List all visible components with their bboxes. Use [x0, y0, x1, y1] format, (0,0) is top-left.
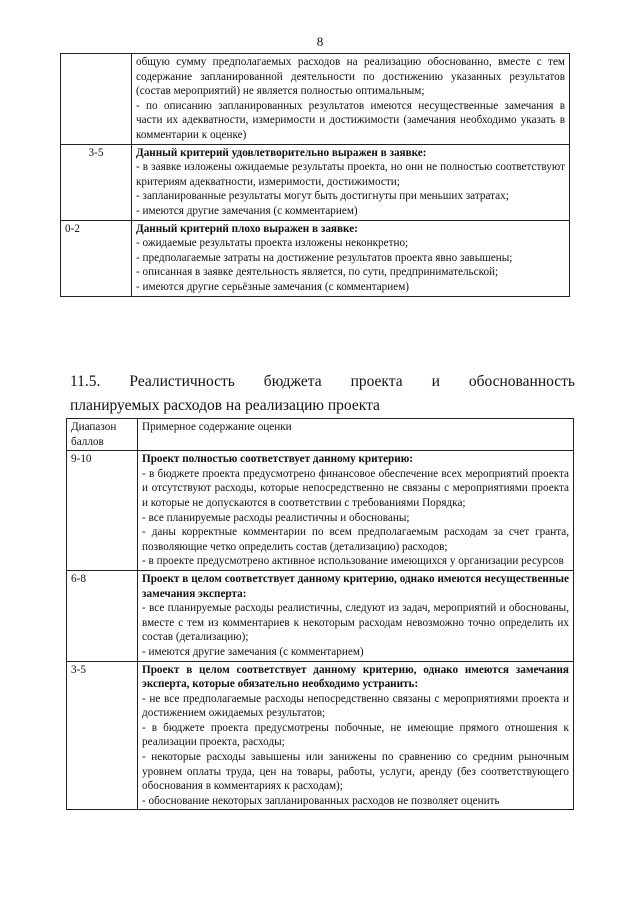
description-line: - не все предполагаемые расходы непосредственно связаны с мероприятиями проекта и достижением ожидаемых результатов; [142, 692, 569, 720]
section-heading-line-2: планируемых расходов на реализацию проекта [70, 397, 380, 414]
description-line: - описанная в заявке деятельность является, по сути, предпринимательской; [136, 266, 499, 279]
table-row [67, 661, 574, 810]
description-line: - имеются другие замечания (с комментарием) [142, 645, 364, 658]
description-line: - по описанию запланированных результатов имеются несущественные замечания в части их адекватности, измеримости и достижимости (замечания необходимо указать в комментарии к оценке) [136, 99, 565, 141]
description-line: - некоторые расходы завышены или занижены по сравнению со средним рыночным уровнем оплаты труда, цен на товары, работы, услуги, аренду (без соответствующего обоснования в комментариях к расходам); [142, 751, 569, 793]
criteria-table-1 [60, 53, 570, 297]
description-line: - в бюджете проекта предусмотрено финансовое обеспечение всех мероприятий проекта и отсутствуют расходы, которые непосредственно не связаны с мероприятиями проекта и которые не допускаются в соответствии с требованиями Порядка; [142, 467, 569, 509]
score-range: 3-5 [61, 144, 132, 220]
criteria-description [138, 661, 574, 810]
table-row [61, 144, 570, 220]
table-row [67, 451, 574, 571]
description-line: - в бюджете проекта предусмотрены побочные, не имеющие прямого отношения к реализации проекта, расходы; [142, 721, 569, 749]
description-line: - имеются другие замечания (с комментарием) [136, 204, 358, 217]
description-line: - предполагаемые затраты на достижение результатов проекта явно завышены; [136, 251, 513, 264]
description-line: общую сумму предполагаемых расходов на реализацию обоснованно, вместе с тем содержание запланированной деятельности по достижению указанных результатов (состав мероприятий) не является полностью оптимальным; [136, 56, 565, 98]
description-line: - в заявке изложены ожидаемые результаты проекта, но они не полностью соответствуют критериям адекватности, измеримости, достижимости; [136, 161, 565, 188]
description-line: - ожидаемые результаты проекта изложены неконкретно; [136, 237, 409, 250]
page-number: 8 [316, 34, 324, 49]
section-heading [70, 370, 575, 418]
score-range [61, 54, 132, 145]
score-range: 6-8 [67, 570, 138, 661]
criteria-description [132, 144, 570, 220]
description-line: - в проекте предусмотрено активное использование имеющихся у организации ресурсов [142, 555, 564, 568]
criteria-heading: Данный критерий удовлетворительно выражен в заявке: [136, 146, 427, 159]
table-row [61, 220, 570, 296]
criteria-table-2 [66, 418, 574, 810]
criteria-description [132, 54, 570, 145]
criteria-heading: Проект полностью соответствует данному критерию: [142, 453, 413, 466]
description-line: - все планируемые расходы реалистичны и обоснованы; [142, 511, 410, 524]
header-range: Диапазон баллов [67, 419, 138, 451]
criteria-description [138, 570, 574, 661]
score-range: 3-5 [67, 661, 138, 810]
description-line: - запланированные результаты могут быть достигнуты при меньших затратах; [136, 190, 509, 203]
description-line: - все планируемые расходы реалистичны, следуют из задач, мероприятий и обоснованы, вместе с тем из комментариев к некоторым расходам невозможно точно определить их состав (детализацию); [142, 602, 569, 644]
description-line: - обоснование некоторых запланированных расходов не позволяет оценить [142, 794, 500, 807]
score-range: 0-2 [61, 220, 132, 296]
criteria-heading: Проект в целом соответствует данному критерию, однако имеются несущественные замечания эксперта: [142, 572, 569, 600]
section-heading-line-1: 11.5. Реалистичность бюджета проекта и обоснованность [70, 373, 575, 390]
criteria-description [132, 220, 570, 296]
table-header-row [67, 419, 574, 451]
score-range: 9-10 [67, 451, 138, 571]
description-line: - имеются другие серьёзные замечания (с комментарием) [136, 280, 410, 293]
criteria-heading: Проект в целом соответствует данному критерию, однако имеются замечания эксперта, которые обязательно необходимо устранить: [142, 663, 569, 691]
criteria-description [138, 451, 574, 571]
header-description: Примерное содержание оценки [138, 419, 574, 451]
table-row [67, 570, 574, 661]
description-line: - даны корректные комментарии по всем предполагаемым расходам за счет гранта, позволяющие четко определить состав (детализацию) расходов; [142, 526, 569, 553]
criteria-heading: Данный критерий плохо выражен в заявке: [136, 222, 358, 235]
table-row [61, 54, 570, 145]
